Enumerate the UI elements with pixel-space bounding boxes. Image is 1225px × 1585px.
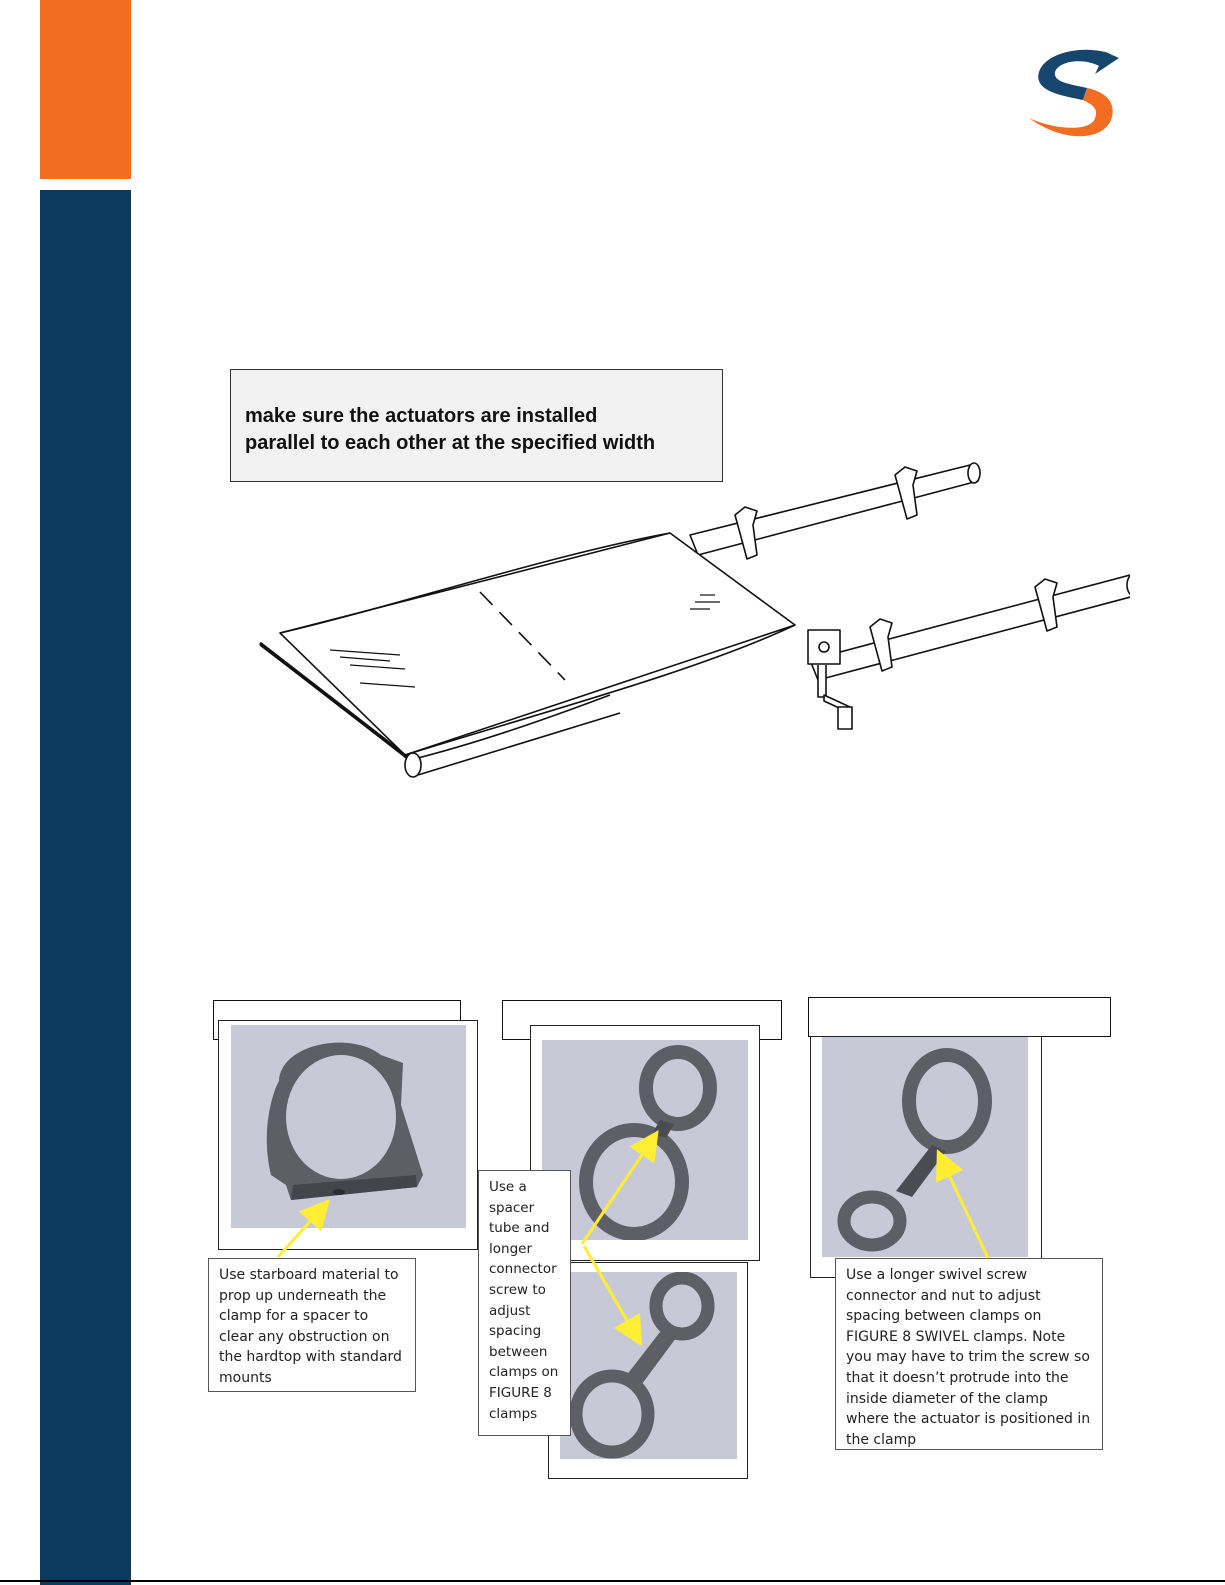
figure-3-caption: Use a longer swivel screw connector and nut to adjust spacing between clamps on FIGURE 8 SWIVEL clamps. Note you may have to trim the screw so that it doesn’t protrude into the inside diameter of the clamp where the actuator is positioned in the clamp	[846, 1267, 1091, 1448]
notice-line-2: parallel to each other at the specified width	[245, 432, 656, 454]
callout-arrow-icon	[278, 1208, 322, 1257]
callout-arrow-icon	[582, 1140, 652, 1244]
notice-line-1: make sure the actuators are installed	[245, 405, 598, 427]
figure-2-caption: Use a spacer tube and longer connector screw to adjust spacing between clamps on FIGURE 8 clamps	[489, 1179, 559, 1422]
callout-arrow-icon	[584, 1246, 636, 1336]
figure-1-caption: Use starboard material to prop up underneath the clamp for a spacer to clear any obstruction on the hardtop with standard mounts	[219, 1267, 402, 1386]
callout-arrow-icon	[942, 1160, 988, 1258]
